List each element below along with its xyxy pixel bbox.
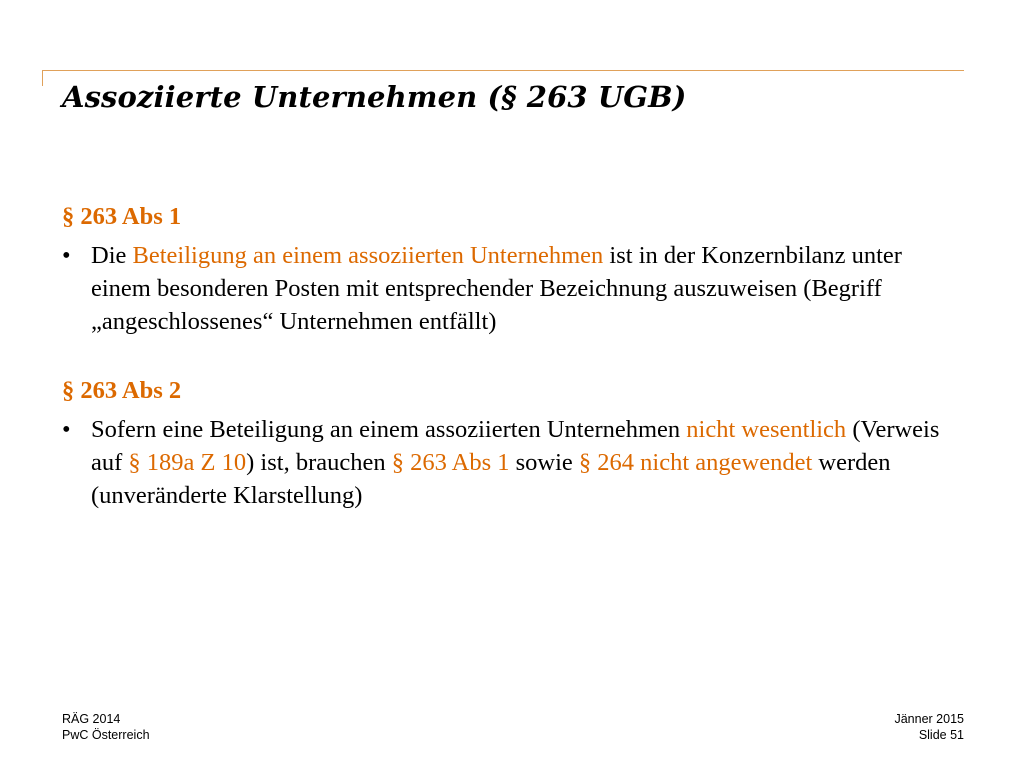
section-heading: § 263 Abs 2 [62, 377, 182, 404]
bullet-item [62, 413, 962, 512]
bullet-marker: • [62, 242, 71, 269]
text-run: Die [91, 242, 133, 269]
text-run: ist in der Konzernbilanz unter einem besonderen Posten mit entsprechender Bezeichnung auszuweisen (Begriff „angeschlossenes“ Unternehmen entfällt) [91, 242, 902, 335]
title-accent-tick [42, 70, 43, 86]
bullet-item [62, 239, 962, 338]
text-run: (Verweis auf [91, 416, 940, 476]
bullet-marker: • [62, 416, 71, 443]
footer-date: Jänner 2015 [894, 712, 964, 726]
footer-right [894, 711, 964, 743]
slide-content [62, 200, 962, 512]
footer-topic: RÄG 2014 [62, 712, 121, 726]
section-abs-2 [62, 374, 962, 512]
section-heading: § 263 Abs 1 [62, 203, 182, 230]
footer-left [62, 711, 150, 743]
text-run: Sofern eine Beteiligung an einem assoziierten Unternehmen [91, 416, 687, 443]
bullet-list [62, 413, 962, 512]
bullet-text [91, 416, 939, 509]
title-accent-line [42, 70, 964, 71]
footer-company: PwC Österreich [62, 728, 150, 742]
highlighted-reference: § 189a Z 10 [128, 449, 247, 476]
slide-title: Assoziierte Unternehmen (§ 263 UGB) [62, 80, 687, 114]
footer-slide-number: Slide 51 [918, 728, 964, 742]
bullet-list [62, 239, 962, 338]
text-run: werden (unveränderte Klarstellung) [91, 449, 891, 509]
highlighted-reference: § 263 Abs 1 [391, 449, 510, 476]
bullet-text [91, 242, 902, 335]
highlighted-term: Beteiligung an einem assoziierten Unternehmen [132, 242, 604, 269]
text-run: ) ist, brauchen [246, 449, 392, 476]
highlighted-term: nicht wesentlich [686, 416, 847, 443]
text-run: sowie [509, 449, 579, 476]
section-abs-1 [62, 200, 962, 338]
highlighted-term: § 264 nicht angewendet [578, 449, 813, 476]
